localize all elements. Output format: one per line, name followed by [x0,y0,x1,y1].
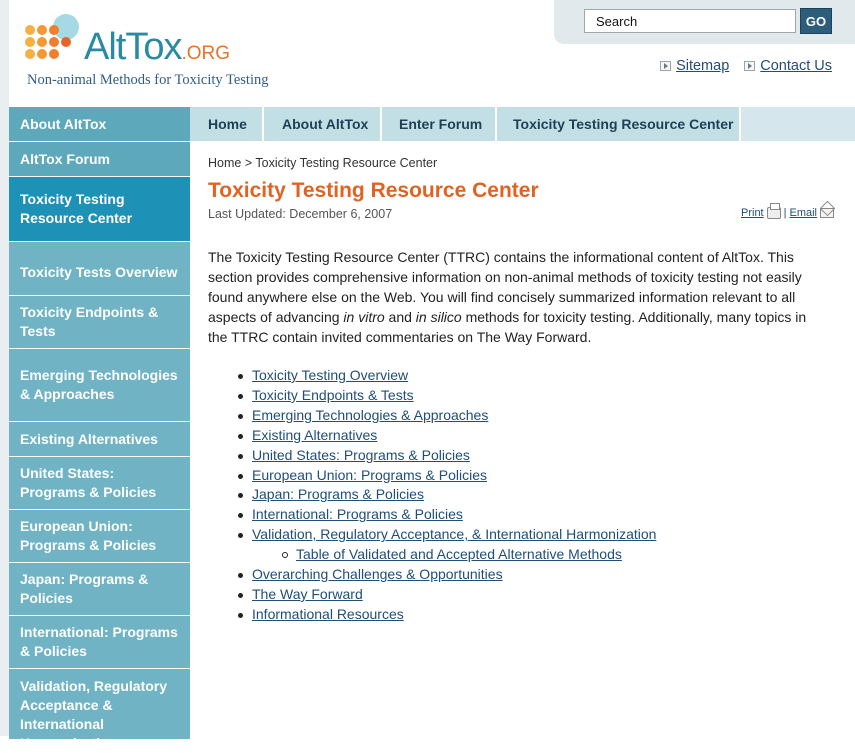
intro-paragraph [208,247,826,347]
sitemap-link-group [660,58,729,74]
bullet-icon [238,573,243,578]
sidebar-item-ttrc[interactable]: Toxicity Testing Resource Center [9,177,190,242]
contact-link-group [744,58,832,74]
breadcrumb-separator: > [241,156,256,170]
sidebar-item-international[interactable]: International: Programs & Policies [9,616,190,669]
arrow-icon [660,61,671,71]
sidebar-item-tests-overview[interactable]: Toxicity Tests Overview [9,242,190,296]
printer-icon[interactable] [767,207,781,219]
sidebar-item-emerging[interactable]: Emerging Technologies & Approaches [9,349,190,422]
print-link[interactable]: Print [741,207,764,219]
logo[interactable] [24,10,284,100]
search-panel [554,0,855,44]
search-input[interactable]: Search [584,9,796,33]
sidebar-item-endpoints[interactable]: Toxicity Endpoints & Tests [9,296,190,349]
breadcrumb [208,156,437,170]
brand-name: AltTox [84,26,182,68]
intro-text: The Toxicity Testing Resource Center (TTRC) contains the informational content of AltTox. This section provides comprehensive information on non-animal methods of toxicity testing not easily found anywhere else on the Web. You will find concisely summarized information relevant to all aspects of advancing [208,249,802,325]
page-edge [0,0,9,736]
bullet-icon [238,434,243,439]
list-item [252,605,656,625]
bullet-icon [238,513,243,518]
list-item [252,505,656,525]
page-tools [741,207,834,219]
sidebar [9,107,190,751]
bullet-icon [238,493,243,498]
tab-forum[interactable]: Enter Forum [382,107,497,141]
bullet-icon [238,593,243,598]
list-item [252,446,656,466]
link-challenges[interactable]: Overarching Challenges & Opportunities [252,566,503,583]
tab-about[interactable]: About AltTox [264,107,382,141]
intro-emphasis: in silico [415,309,462,325]
sidebar-item-existing[interactable]: Existing Alternatives [9,422,190,457]
list-item [252,366,656,386]
logo-dots-icon [24,12,84,66]
search-go-button[interactable]: GO [800,8,832,34]
bullet-icon [238,613,243,618]
list-item [252,426,656,446]
sidebar-item-us[interactable]: United States: Programs & Policies [9,457,190,510]
last-updated: Last Updated: December 6, 2007 [208,207,393,221]
list-item [252,485,656,505]
tools-separator: | [783,207,787,219]
bullet-icon [238,414,243,419]
utility-links [660,58,832,74]
link-japan[interactable]: Japan: Programs & Policies [252,486,424,503]
bullet-icon [238,533,243,538]
sidebar-item-eu[interactable]: European Union: Programs & Policies [9,510,190,563]
link-existing[interactable]: Existing Alternatives [252,426,378,443]
sitemap-link[interactable]: Sitemap [676,58,730,74]
tagline: Non-animal Methods for Toxicity Testing [27,72,269,88]
link-tests-overview[interactable]: Toxicity Testing Overview [252,367,409,383]
list-item [252,525,656,545]
list-item [252,466,656,486]
link-way-forward[interactable]: The Way Forward [252,585,363,602]
breadcrumb-current: Toxicity Testing Resource Center [255,156,438,170]
link-validation[interactable]: Validation, Regulatory Acceptance, & International Harmonization [252,526,657,543]
link-emerging[interactable]: Emerging Technologies & Approaches [252,406,489,423]
list-item-sub [296,545,656,565]
link-endpoints[interactable]: Toxicity Endpoints & Tests [252,386,414,403]
contact-us-link[interactable]: Contact Us [760,58,832,74]
logo-wordmark [84,26,230,69]
link-us[interactable]: United States: Programs & Policies [252,446,470,463]
bullet-icon [238,394,243,399]
intro-emphasis: in vitro [343,309,385,325]
sidebar-item-validation[interactable]: Validation, Regulatory Acceptance & International Harmonization [9,669,190,739]
list-item [252,386,656,406]
tab-home[interactable]: Home [190,107,264,141]
link-informational-resources[interactable]: Informational Resources [252,605,404,622]
list-item [252,585,656,605]
bullet-icon [238,474,243,479]
bullet-icon [238,454,243,459]
list-item [252,565,656,585]
breadcrumb-home[interactable]: Home [208,156,242,170]
bullet-icon [238,374,243,379]
intro-text: methods for toxicity testing. Additionally, many topics in the TTRC contain invited commentaries on The Way Forward. [208,309,807,345]
tab-ttrc[interactable]: Toxicity Testing Resource Center [497,107,741,141]
link-international[interactable]: International: Programs & Policies [252,506,463,523]
sidebar-item-japan[interactable]: Japan: Programs & Policies [9,563,190,616]
list-item [252,406,656,426]
hollow-bullet-icon [282,552,288,558]
email-icon[interactable] [820,208,834,218]
link-eu[interactable]: European Union: Programs & Policies [252,466,488,483]
sidebar-item-about[interactable]: About AltTox [9,107,190,142]
email-link[interactable]: Email [789,207,817,219]
brand-tld: .ORG [181,43,231,64]
intro-text: and [384,309,416,325]
page-title: Toxicity Testing Resource Center [208,179,539,202]
topic-link-list [252,366,656,625]
sidebar-item-forum[interactable]: AltTox Forum [9,142,190,177]
link-validated-methods-table[interactable]: Table of Validated and Accepted Alternative Methods [296,546,622,563]
arrow-icon [744,61,755,71]
top-nav [190,107,855,141]
